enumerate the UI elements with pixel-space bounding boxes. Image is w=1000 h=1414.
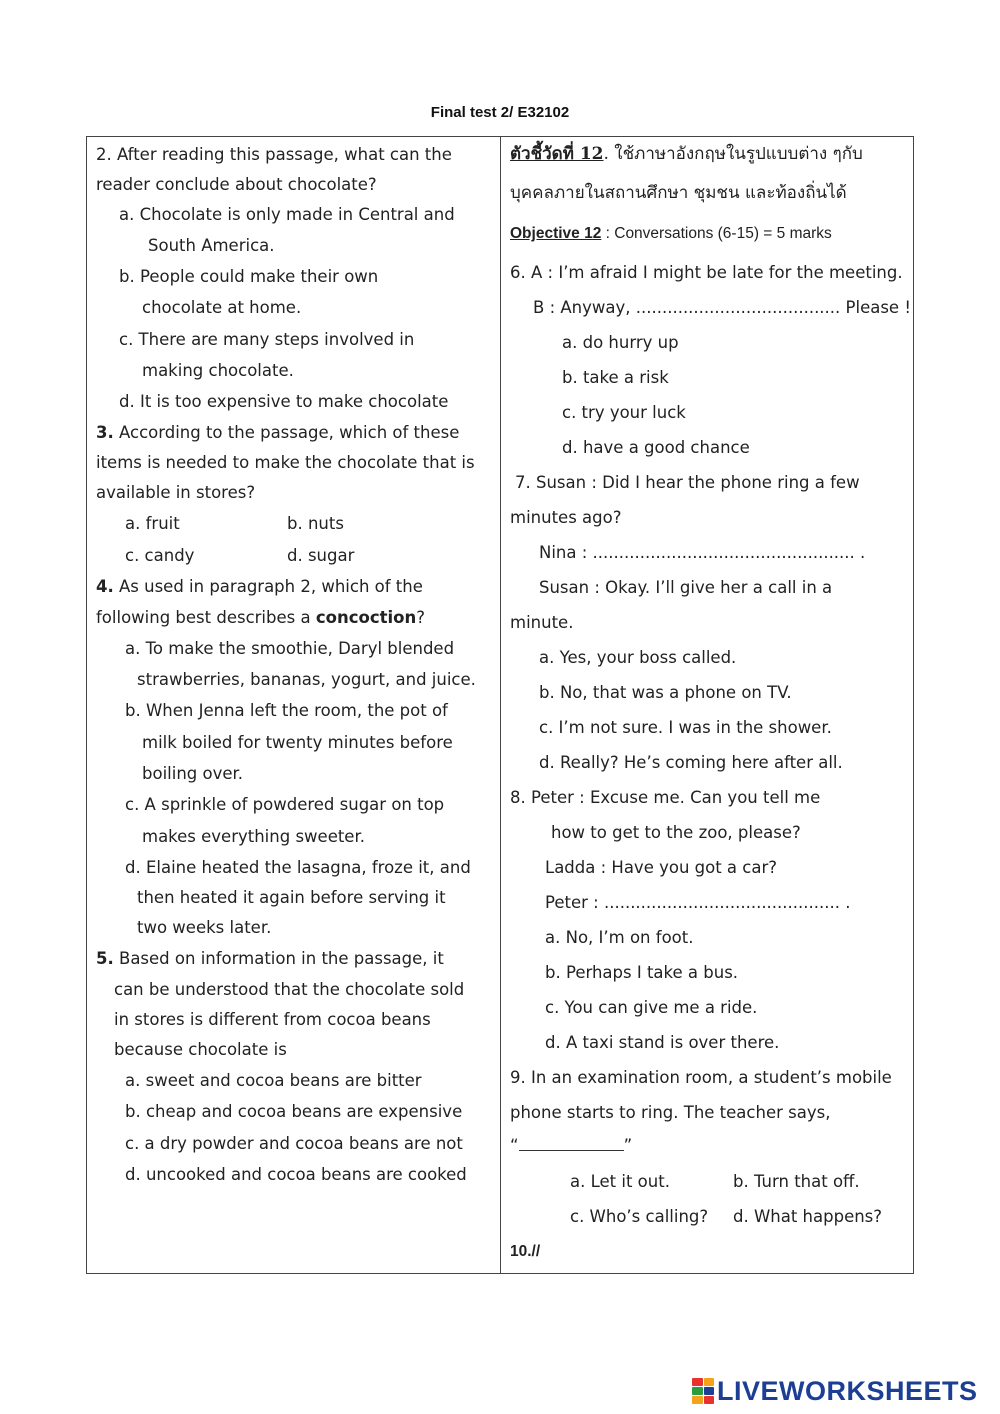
q8-option-c[interactable]: c. You can give me a ride. [545,998,758,1017]
objective-label: Objective 12 [510,225,602,242]
q2-stem-line-1: 2. After reading this passage, what can the [96,145,452,164]
q2-option-a[interactable]: a. Chocolate is only made in Central and [119,205,455,224]
q10-label: 10.// [510,1243,541,1260]
objective-line [510,223,832,245]
q3-stem-line-3: available in stores? [96,483,256,502]
q4-stem-line-2 [96,607,425,629]
q3-stem-text: According to the passage, which of these [113,423,460,442]
q2-option-c-cont: making chocolate. [142,361,294,380]
q9-answer-blank-line [510,1135,632,1157]
q6-option-c[interactable]: c. try your luck [562,403,686,422]
q8-option-d[interactable]: d. A taxi stand is over there. [545,1033,780,1052]
q7-line-4: Susan : Okay. I’ll give her a call in a [539,578,833,597]
question-table [86,136,914,1274]
q4-stem-text-2: following best describes a [96,608,316,627]
q3-stem-line-2: items is needed to make the chocolate that is [96,453,475,472]
q9-option-a[interactable]: a. Let it out. [570,1172,670,1191]
q4-option-d-cont-1: then heated it again before serving it [137,888,446,907]
q3-number: 3. [96,423,114,442]
q9-answer-blank[interactable] [519,1138,624,1151]
liveworksheets-logo-icon [692,1378,714,1404]
q4-option-c-cont: makes everything sweeter. [142,827,365,846]
q8-line-1: 8. Peter : Excuse me. Can you tell me [510,788,821,807]
q8-line-3: Ladda : Have you got a car? [545,858,778,877]
indicator-text-line-2: บุคคลภายในสถานศึกษา ชุมชน และท้องถิ่นได้ [510,183,847,203]
q5-option-c[interactable]: c. a dry powder and cocoa beans are not [125,1134,463,1153]
q4-option-c[interactable]: c. A sprinkle of powdered sugar on top [125,795,445,814]
q2-option-d[interactable]: d. It is too expensive to make chocolate [119,392,449,411]
q9-line-1: 9. In an examination room, a student’s mobile [510,1068,892,1087]
q8-line-2: how to get to the zoo, please? [551,823,801,842]
q4-stem-text: As used in paragraph 2, which of the [113,577,423,596]
q7-line-1: 7. Susan : Did I hear the phone ring a few [515,473,860,492]
q4-option-d[interactable]: d. Elaine heated the lasagna, froze it, and [125,858,471,877]
q6-option-d[interactable]: d. have a good chance [562,438,750,457]
q5-stem-line-2: can be understood that the chocolate sold [114,980,465,999]
q7-option-d[interactable]: d. Really? He’s coming here after all. [539,753,843,772]
q2-option-c[interactable]: c. There are many steps involved in [119,330,415,349]
q3-stem-line-1 [96,422,459,444]
q3-option-c[interactable]: c. candy [125,546,195,565]
q8-option-a[interactable]: a. No, I’m on foot. [545,928,694,947]
q4-option-b-cont-2: boiling over. [142,764,244,783]
indicator-text: . ใช้ภาษาอังกฤษในรูปแบบต่าง ๆกับ [603,144,863,164]
q9-option-b[interactable]: b. Turn that off. [733,1172,860,1191]
q9-quote-close: ” [623,1136,633,1155]
q3-option-b[interactable]: b. nuts [287,514,344,533]
q5-number: 5. [96,949,114,968]
q7-line-5: minute. [510,613,574,632]
indicator-label: ตัวชี้วัดที่ 12 [510,144,604,164]
liveworksheets-logo [692,1376,978,1406]
objective-text: : Conversations (6-15) = 5 marks [601,225,832,242]
q7-line-3: Nina : .................................................. . [539,543,866,562]
q6-line-a: 6. A : I’m afraid I might be late for the meeting. [510,263,903,282]
q5-stem-line-4: because chocolate is [114,1040,287,1059]
q8-line-4: Peter : ............................................. . [545,893,851,912]
liveworksheets-logo-text: LIVEWORKSHEETS [717,1375,978,1406]
q5-option-a[interactable]: a. sweet and cocoa beans are bitter [125,1071,422,1090]
q2-option-b-cont: chocolate at home. [142,298,302,317]
q4-option-a-cont: strawberries, bananas, yogurt, and juice. [137,670,476,689]
q6-option-a[interactable]: a. do hurry up [562,333,679,352]
q4-option-b-cont-1: milk boiled for twenty minutes before [142,733,453,752]
q8-option-b[interactable]: b. Perhaps I take a bus. [545,963,739,982]
q4-option-b[interactable]: b. When Jenna left the room, the pot of [125,701,448,720]
q9-option-d[interactable]: d. What happens? [733,1207,883,1226]
q3-option-a[interactable]: a. fruit [125,514,180,533]
q9-option-c[interactable]: c. Who’s calling? [570,1207,709,1226]
document-title: Final test 2/ E32102 [430,104,570,121]
q7-option-a[interactable]: a. Yes, your boss called. [539,648,737,667]
q5-stem-text: Based on information in the passage, it [113,949,444,968]
q2-option-a-cont: South America. [148,236,275,255]
indicator-heading [510,143,863,165]
q9-quote-open: “ [510,1136,519,1155]
q7-option-b[interactable]: b. No, that was a phone on TV. [539,683,792,702]
q4-stem-line-1 [96,576,423,598]
q5-option-d[interactable]: d. uncooked and cocoa beans are cooked [125,1165,467,1184]
q4-question-mark: ? [416,608,425,627]
q7-line-2: minutes ago? [510,508,622,527]
q4-number: 4. [96,577,114,596]
q2-option-b[interactable]: b. People could make their own [119,267,379,286]
q2-stem-line-2: reader conclude about chocolate? [96,175,377,194]
q7-option-c[interactable]: c. I’m not sure. I was in the shower. [539,718,832,737]
column-divider [500,137,501,1273]
q5-stem-line-3: in stores is different from cocoa beans [114,1010,431,1029]
q5-stem-line-1 [96,948,444,970]
q9-line-2: phone starts to ring. The teacher says, [510,1103,831,1122]
q6-option-b[interactable]: b. take a risk [562,368,669,387]
q5-option-b[interactable]: b. cheap and cocoa beans are expensive [125,1102,463,1121]
q3-option-d[interactable]: d. sugar [287,546,355,565]
q4-option-a[interactable]: a. To make the smoothie, Daryl blended [125,639,455,658]
q4-keyword: concoction [315,608,417,627]
q6-line-b: B : Anyway, ....................................... Please ! [533,298,911,317]
q4-option-d-cont-2: two weeks later. [137,918,272,937]
